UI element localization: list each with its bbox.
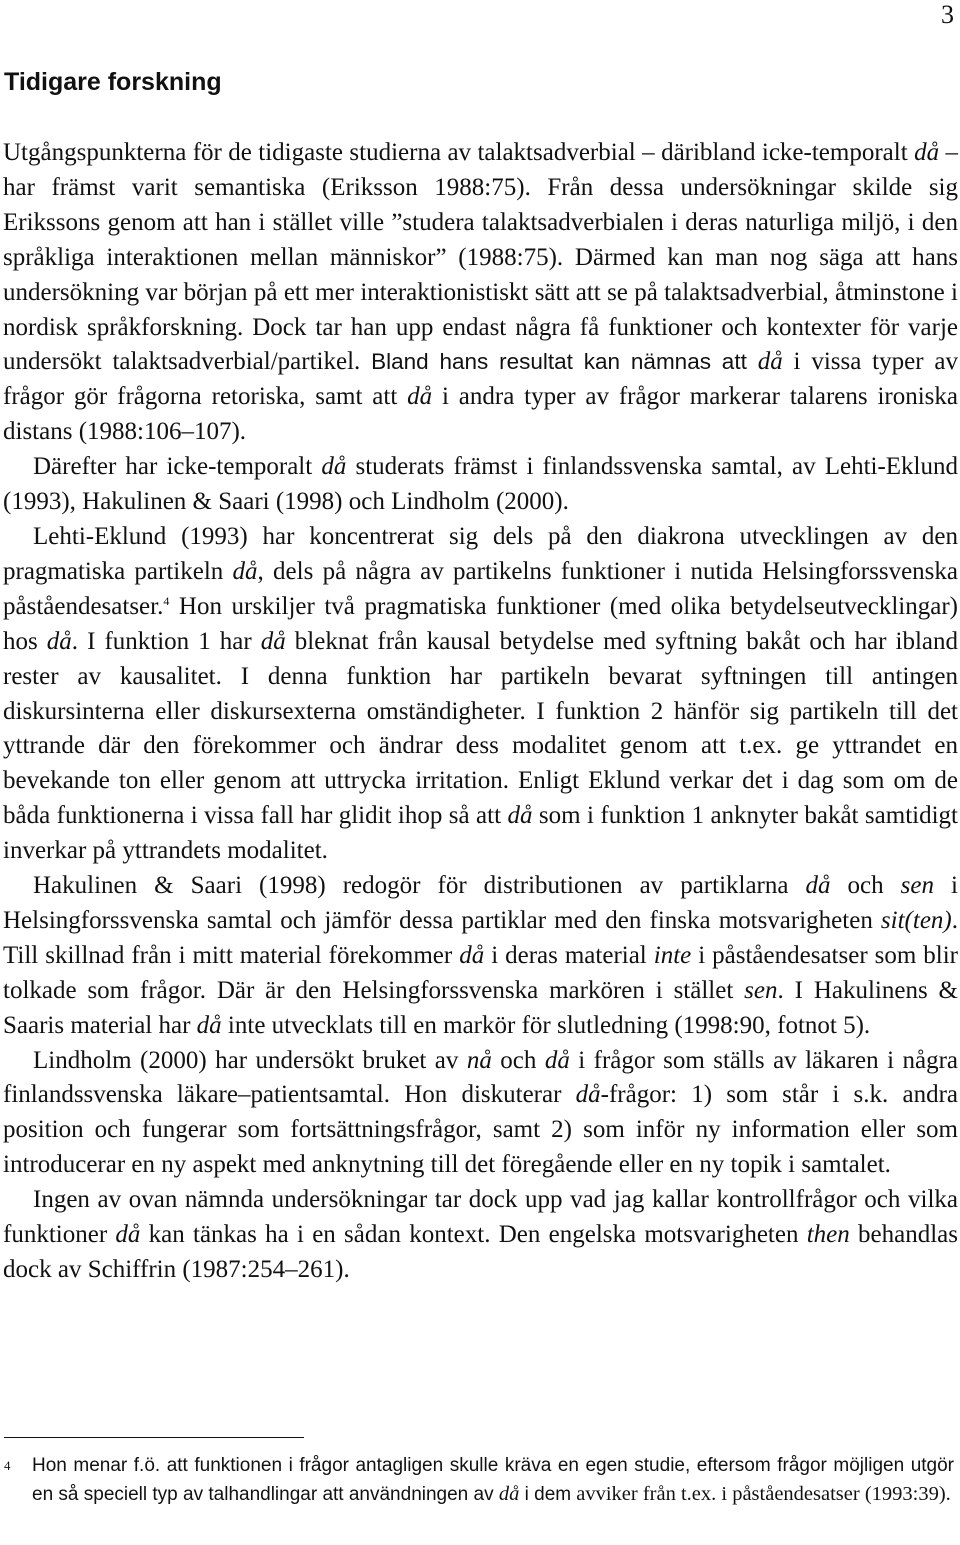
paragraph-6: Ingen av ovan nämnda undersökningar tar dock upp vad jag kallar kontrollfrågor och vilka funktioner då kan tänkas ha i en sådan kontext. Den engelska motsvarigheten then behandlas dock av Schiffrin (1987:254–261).	[3, 1186, 959, 1283]
body-text	[3, 136, 958, 1288]
footnote-reference[interactable]: 4	[163, 593, 170, 608]
footnote-number: 4	[4, 1458, 11, 1473]
footnote	[4, 1452, 954, 1509]
paragraph-4: Hakulinen & Saari (1998) redogör för distributionen av partiklarna då och sen i Helsingforssvenska samtal och jämför dessa partiklar med den finska motsvarigheten sit(ten). Till skillnad från i mitt material förekommer då i deras material inte i påståendesatser som blir tolkade som frågor. Där är den Helsingforssvenska markören i stället sen. I Hakulinens & Saaris material har då inte utvecklats till en markör för slutledning (1998:90, fotnot 5).	[3, 872, 959, 1039]
paragraph-3: Lehti-Eklund (1993) har koncentrerat sig dels på den diakrona utvecklingen av den pragmatiska partikeln då, dels på några av partikelns funktioner i nutida Helsingforssvenska påståendesatser.$^4$ Hon urskiljer två pragmatiska funktioner (med olika betydelseutvecklingar) hos då. I funktion 1 har då bleknat från kausal betydelse med syftning bakåt och har ibland rester av kausalitet. I denna funktion har partikeln bevarat syftningen till antingen diskursinterna eller diskursexterna omständigheter. I funktion 2 hänför sig partikeln till det yttrande där den förekommer och ändrar dess modalitet genom att t.ex. ge yttrandet en bevekande ton eller genom att uttrycka irritation. Enligt Eklund verkar det i dag som om de båda funktionerna i vissa fall har glidit ihop så att då som i funktion 1 anknyter bakåt samtidigt inverkar på yttrandets modalitet.	[3, 522, 958, 865]
footnote-text: Hon menar f.ö. att funktionen i frågor antagligen skulle kräva en egen studie, eftersom frågor möjligen utgör en så speciell typ av talhandlingar att användningen av då i dem avviker från t.ex. i påståendesatser (1993:39).	[32, 1455, 954, 1505]
paragraph-5: Lindholm (2000) har undersökt bruket av nå och då i frågor som ställs av läkaren i några finlandssvenska läkare–patientsamtal. Hon diskuterar då-frågor: 1) som står i s.k. andra position och fungerar som fortsättningsfrågor, samt 2) som inför ny information eller som introducerar en ny aspekt med anknytning till det föregående eller en ny topik i samtalet.	[3, 1046, 959, 1179]
paragraph-1: Utgångspunkterna för de tidigaste studierna av talaktsadverbial – däribland icke-temporalt då – har främst varit semantiska (Eriksson 1988:75). Från dessa undersökningar skilde sig Erikssons genom att han i stället ville ”studera talaktsadverbialen i deras naturliga miljö, i den språkliga interaktionen mellan människor” (1988:75). Därmed kan man nog säga att hans undersökning var början på ett mer interaktionistiskt sätt att se på talaktsadverbial, åtminstone i nordisk språkforskning. Dock tar han upp endast några få funktioner och kontexter för varje undersökt talaktsadverbial/partikel. Bland hans resultat kan nämnas att då i vissa typer av frågor gör frågorna retoriska, samt att då i andra typer av frågor markerar talarens ironiska distans (1988:106–107).	[3, 139, 958, 446]
section-heading: Tidigare forskning	[4, 68, 222, 96]
page-number: 3	[941, 0, 954, 29]
paragraph-2: Därefter har icke-temporalt då studerats främst i finlandssvenska samtal, av Lehti-Eklund (1993), Hakulinen & Saari (1998) och Lindholm (2000).	[3, 453, 959, 516]
footnote-divider	[4, 1437, 304, 1438]
